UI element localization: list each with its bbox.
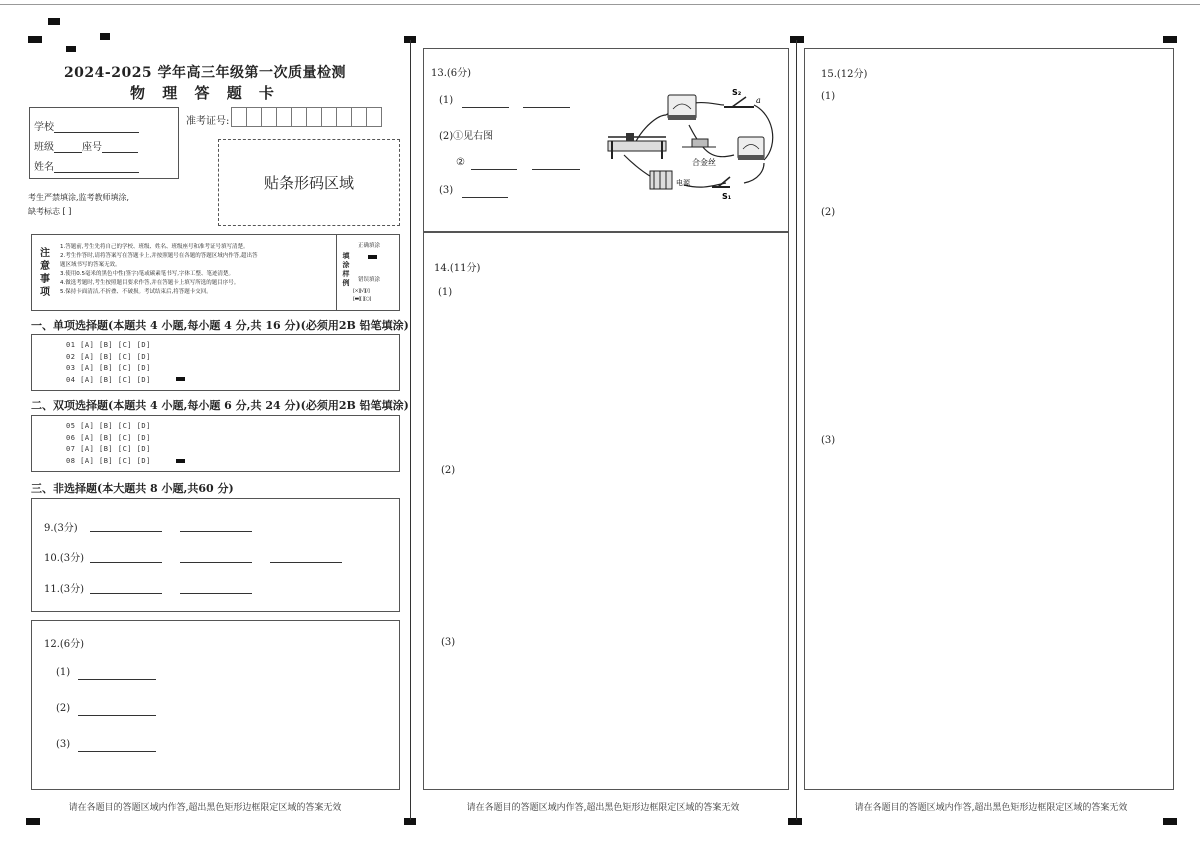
section3-heading: 三、非选择题(本大题共 8 小题,共60 分): [31, 482, 234, 495]
class-label: 班级: [34, 142, 54, 153]
q13-answer-2b[interactable]: [532, 159, 580, 170]
q9-11-box: [31, 498, 400, 612]
notice-item: 题区域书写的答案无效。: [60, 262, 121, 268]
a-label: a: [756, 96, 761, 105]
section2-box: [31, 415, 400, 472]
q13-answer-1a[interactable]: [462, 97, 509, 108]
alloy-wire-icon: [682, 139, 716, 147]
q13-answer-2a[interactable]: [471, 159, 517, 170]
school-label: 学校: [34, 122, 54, 133]
alloy-label: 合金丝: [692, 158, 716, 167]
q15-part-1: (1): [821, 91, 836, 102]
q9-label: 9.(3分): [44, 523, 78, 534]
q13-box: [423, 48, 789, 232]
position-mark: [100, 33, 110, 40]
choice-row-01[interactable]: 01 [A] [B] [C] [D]: [66, 341, 151, 349]
q13-answer-3[interactable]: [462, 187, 508, 198]
fill-example-divider: [336, 235, 337, 310]
q12-part-3: (3): [56, 739, 71, 750]
position-mark: [1163, 818, 1177, 825]
power-label: 电源: [676, 179, 690, 187]
circuit-diagram: [604, 85, 784, 205]
voltmeter-icon: [668, 95, 696, 120]
choice-row-08[interactable]: 08 [A] [B] [C] [D]: [66, 456, 151, 465]
position-mark: [788, 818, 802, 825]
absent-mark[interactable]: 缺考标志 [ ]: [28, 207, 72, 216]
q15-part-3: (3): [821, 435, 836, 446]
q10-label: 10.(3分): [44, 553, 85, 564]
q15-part-2: (2): [821, 207, 836, 218]
q12-answer-2[interactable]: [78, 705, 156, 716]
name-field[interactable]: [54, 162, 139, 173]
switch-s2-icon: [724, 97, 754, 107]
q13-part-2b: ②: [456, 157, 465, 168]
choice-row-07[interactable]: 07 [A] [B] [C] [D]: [66, 445, 151, 453]
position-mark: [26, 818, 40, 825]
section1-box: [31, 334, 400, 391]
seat-field[interactable]: [102, 142, 138, 153]
q11-label: 11.(3分): [44, 584, 85, 595]
q11-answer-2[interactable]: [180, 583, 252, 594]
position-mark: [28, 36, 42, 43]
student-info-box: [29, 107, 179, 179]
q10-answer-3[interactable]: [270, 552, 342, 563]
q10-answer-2[interactable]: [180, 552, 252, 563]
barcode-label: 贴条形码区域: [263, 174, 354, 192]
top-border: [0, 4, 1200, 5]
q12-box: [31, 620, 400, 790]
q13-part-1: (1): [439, 95, 454, 106]
notice-box: [31, 234, 400, 311]
seat-label: 座号: [82, 142, 102, 153]
notice-item: 2.考生作答时,请将答案写在答题卡上,并按照题号在各题的答题区域内作答,超出答: [60, 253, 258, 259]
choice-row-06[interactable]: 06 [A] [B] [C] [D]: [66, 433, 151, 442]
q13-part-3: (3): [439, 185, 454, 196]
q14-title: 14.(11分): [434, 263, 481, 274]
wrong-fill-samples: [×][√][/] [▬][ ][○]: [353, 288, 371, 302]
correct-fill-label: 正确填涂: [358, 243, 381, 249]
position-mark: [790, 36, 804, 43]
notice-item: 3.使用0.5毫米的黑色中性(签字)笔或碳素笔书写,字体工整、笔迹清楚。: [60, 271, 235, 277]
q13-title: 13.(6分): [431, 68, 472, 79]
q12-answer-1[interactable]: [78, 669, 156, 680]
choice-row-03[interactable]: 03 [A] [B] [C] [D]: [66, 364, 151, 372]
choice-row-04[interactable]: 04 [A] [B] [C] [D]: [66, 375, 151, 384]
q14-part-2: (2): [441, 465, 456, 476]
q13-answer-1b[interactable]: [523, 97, 570, 108]
rheostat-icon: [608, 133, 666, 159]
s1-label: S₁: [722, 192, 732, 201]
q15-title: 15.(12分): [821, 69, 868, 80]
q12-part-1: (1): [56, 667, 71, 678]
school-field[interactable]: [54, 122, 139, 133]
column-divider: [410, 40, 411, 820]
q14-box: [423, 232, 789, 790]
class-field[interactable]: [54, 142, 82, 153]
position-mark: [1163, 36, 1177, 43]
q13-part-2: (2)①见右图: [439, 131, 494, 142]
q12-part-2: (2): [56, 703, 71, 714]
power-supply-icon: [650, 171, 672, 189]
notice-heading: 注 意 事 项: [40, 248, 50, 298]
q11-answer-1[interactable]: [90, 583, 162, 594]
page-title: 2024-2025 学年高三年级第一次质量检测: [63, 65, 347, 81]
choice-row-05[interactable]: 05 [A] [B] [C] [D]: [66, 422, 151, 430]
name-label: 姓名: [34, 162, 54, 173]
notice-item: 1.答题前,考生先将自己的学校、班级、姓名、班级座号和准考证号填写清楚。: [60, 244, 249, 250]
wrong-fill-label: 错误填涂: [358, 277, 381, 283]
choice-row-02[interactable]: 02 [A] [B] [C] [D]: [66, 352, 151, 361]
notice-list: [60, 243, 338, 297]
ammeter-icon: [738, 137, 764, 160]
page-subtitle: 物 理 答 题 卡: [130, 84, 280, 102]
notice-item: 4.做选考题时,考生按照题目要求作答,并在答题卡上填写所选的题目序号。: [60, 280, 240, 286]
q14-part-1: (1): [438, 287, 453, 298]
barcode-area: [218, 139, 400, 226]
q12-answer-3[interactable]: [78, 741, 156, 752]
timing-mark: [176, 377, 185, 381]
section1-heading: 一、单项选择题(本题共 4 小题,每小题 4 分,共 16 分)(必须用2B 铅笔填涂): [31, 319, 409, 332]
correct-fill-sample: [368, 255, 377, 259]
exam-number-grid[interactable]: [232, 107, 382, 127]
proctor-note: 考生严禁填涂,监考教师填涂,: [28, 193, 130, 202]
column-divider: [796, 40, 797, 820]
notice-item: 5.保持卡面清洁,不折叠、不破损。考试结束后,将答题卡交回。: [60, 289, 212, 295]
q14-part-3: (3): [441, 637, 456, 648]
section2-heading: 二、双项选择题(本题共 4 小题,每小题 6 分,共 24 分)(必须用2B 铅笔填涂): [31, 399, 409, 412]
footer-note: 请在各题目的答题区域内作答,超出黑色矩形边框限定区域的答案无效: [466, 803, 740, 813]
footer-note: 请在各题目的答题区域内作答,超出黑色矩形边框限定区域的答案无效: [854, 803, 1128, 813]
footer-note: 请在各题目的答题区域内作答,超出黑色矩形边框限定区域的答案无效: [68, 803, 342, 813]
fill-example-heading: 填 涂 样 例: [342, 251, 350, 287]
s2-label: S₂: [732, 88, 742, 97]
q10-answer-1[interactable]: [90, 552, 162, 563]
q12-title: 12.(6分): [44, 639, 85, 650]
timing-mark: [176, 459, 185, 463]
position-mark: [48, 18, 60, 25]
q9-answer-1[interactable]: [90, 521, 162, 532]
q9-answer-2[interactable]: [180, 521, 252, 532]
exam-number-label: 准考证号:: [186, 116, 230, 127]
q15-box: [804, 48, 1174, 790]
position-mark: [66, 46, 76, 52]
